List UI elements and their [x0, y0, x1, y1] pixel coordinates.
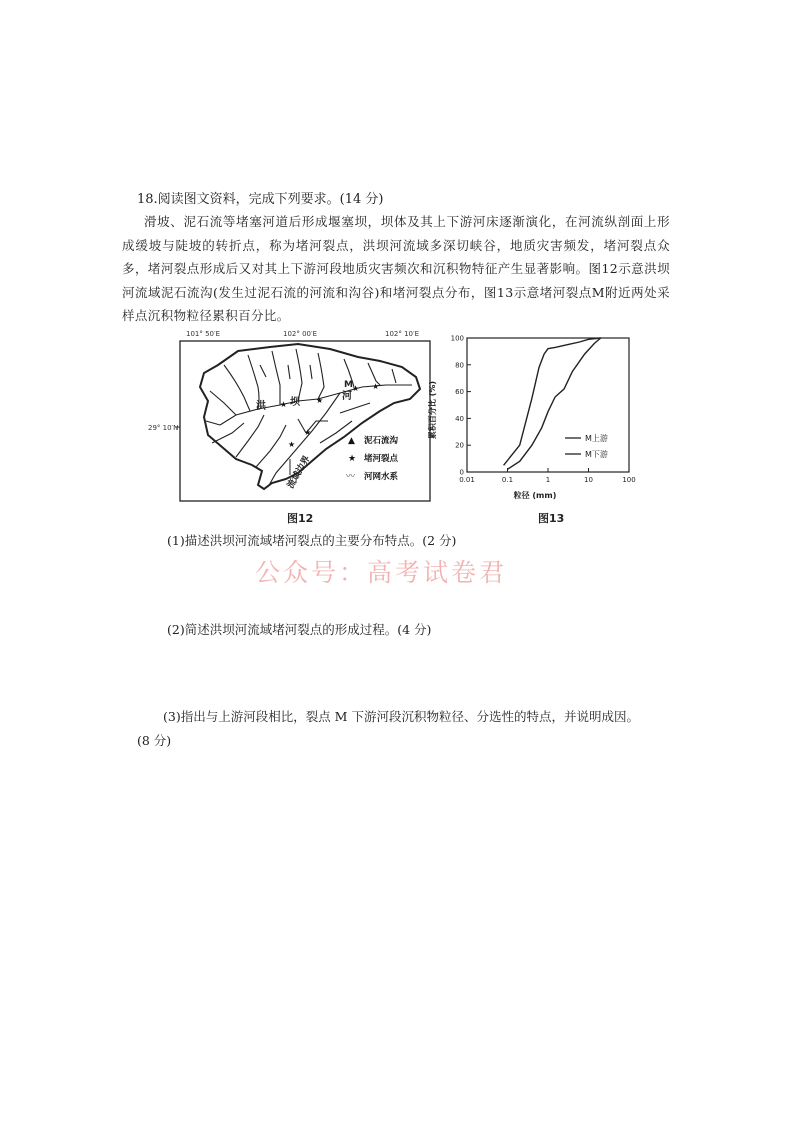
lon-label: 101° 50′E: [185, 330, 221, 338]
lon-label: 102° 00′E: [282, 330, 318, 338]
legend-label: 河网水系: [364, 472, 399, 482]
y-tick-label: 80: [455, 361, 464, 370]
legend-label: 堵河裂点: [364, 454, 399, 464]
river-name: 洪: [256, 401, 266, 412]
river-name: 坝: [290, 397, 300, 408]
svg-text:★: ★: [372, 382, 380, 391]
x-tick-label: 0.01: [459, 476, 475, 484]
subquestion-2: (2)简述洪坝河流域堵河裂点的形成过程。(4 分): [167, 622, 432, 637]
y-axis-label: 累积百分比 (%): [428, 380, 437, 440]
river-icon: 〰: [346, 472, 356, 482]
triangle-icon: ▲: [348, 436, 355, 446]
subquestion-3: (3)指出与上游河段相比，裂点 M 下游河段沉积物粒径、分选性的特点，并说明成因。: [163, 709, 639, 724]
knickpoint-m-label: M: [344, 380, 353, 390]
subquestion-1: (1)描述洪坝河流域堵河裂点的主要分布特点。(2 分): [167, 533, 457, 548]
figure-13-caption: 图13: [538, 512, 565, 525]
map-legend: [346, 435, 399, 482]
legend-label: M上游: [585, 434, 608, 443]
x-tick-label: 1: [545, 476, 551, 484]
question-title: 18.阅读图文资料，完成下列要求。(14 分): [137, 192, 384, 207]
x-tick-label: 0.1: [501, 476, 514, 484]
y-tick-label: 0: [459, 468, 464, 477]
subquestion-3-score: (8 分): [137, 733, 172, 748]
x-axis-label: 粒径 (mm): [513, 491, 557, 500]
svg-text:★: ★: [304, 428, 312, 437]
svg-text:★: ★: [280, 400, 288, 409]
river-name: 河: [342, 391, 352, 402]
figure-12-map: [140, 325, 440, 505]
svg-text:★: ★: [352, 384, 360, 393]
svg-text:★: ★: [316, 396, 324, 405]
y-tick-label: 20: [455, 441, 464, 450]
figure-12-caption: 图12: [287, 512, 314, 525]
lat-label: 29° 10′N: [148, 424, 179, 432]
x-tick-label: 10: [584, 476, 593, 484]
svg-text:★: ★: [288, 440, 296, 449]
svg-text:流域边界: 流域边界: [285, 454, 313, 491]
question-paragraph: 滑坡、泥石流等堵塞河道后形成堰塞坝，坝体及其上下游河床逐渐演化，在河流纵剖面上形成缓坡与陡坡的转折点，称为堵河裂点，洪坝河流域多深切峡谷，地质灾害频发，堵河裂点众多，堵河裂点形成后又对其上下游河段地质灾害频次和沉积物特征产生显著影响。图12示意洪坝河流域泥石流沟(发生过泥石流的河流和沟谷)和堵河裂点分布，图13示意堵河裂点M附近两处采样点沉积物粒径累积百分比。: [122, 214, 670, 323]
y-tick-label: 100: [450, 334, 464, 343]
y-tick-label: 40: [455, 414, 464, 423]
legend-label: M下游: [585, 450, 608, 459]
x-tick-label: 100: [622, 476, 636, 484]
figure-13-chart: [425, 330, 640, 500]
y-tick-label: 60: [455, 388, 464, 397]
chart-legend: [565, 433, 608, 459]
lon-label: 102° 10′E: [384, 330, 420, 338]
river-network: [206, 349, 412, 487]
star-icon: ★: [348, 454, 357, 464]
watermark: 公众号：高考试卷君: [255, 558, 508, 587]
legend-label: 泥石流沟: [364, 436, 399, 446]
